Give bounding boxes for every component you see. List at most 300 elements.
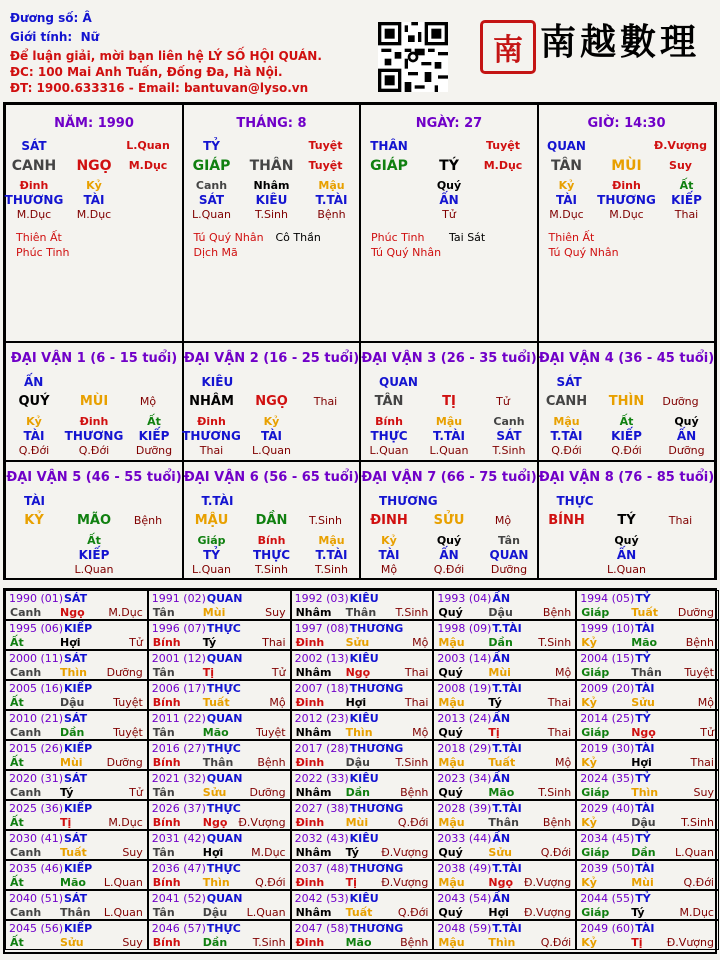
dai-van-cell	[360, 461, 538, 580]
year-can: Bính	[152, 876, 181, 889]
year-cell	[433, 890, 576, 920]
dai-van-ts: Dưỡng	[662, 395, 699, 408]
dai-van-ts: Thai	[313, 395, 338, 408]
year-label: 2036 (47)	[151, 862, 206, 875]
year-truong-sinh: Suy	[122, 846, 143, 859]
pillar-chi: MÙI	[611, 158, 642, 174]
year-truong-sinh: Bệnh	[400, 936, 429, 949]
year-star: SÁT	[64, 652, 88, 665]
year-star: TỶ	[635, 652, 651, 665]
year-chi: Tuất	[202, 696, 230, 709]
year-star: QUAN	[206, 652, 243, 665]
year-truong-sinh: Bệnh	[257, 756, 286, 769]
year-can: Bính	[152, 696, 181, 709]
hidden-star: TỶ	[203, 548, 220, 562]
pillar-star-right: L.Quan	[126, 139, 170, 152]
hidden-can: Kỷ	[381, 534, 397, 547]
year-can: Kỷ	[581, 876, 597, 889]
gender-line: Giới tính: Nữ	[10, 30, 100, 44]
year-chi: Tị	[60, 816, 72, 829]
dai-van-star: KIÊU	[201, 375, 234, 389]
year-truong-sinh: L.Quan	[246, 906, 286, 919]
year-label: 1996 (07)	[151, 622, 206, 635]
year-star: QUAN	[206, 712, 243, 725]
than-sat-item: Tú Quý Nhân	[193, 231, 264, 244]
dai-van-chi: MÙI	[79, 394, 109, 409]
year-cell	[291, 800, 434, 830]
year-truong-sinh: Đ.Vượng	[666, 936, 714, 949]
hidden-ts: Dưỡng	[668, 444, 705, 457]
hidden-ts: M.Dục	[76, 208, 112, 221]
year-label: 2025 (36)	[9, 802, 64, 815]
year-label: 1995 (06)	[9, 622, 64, 635]
year-chi: Hợi	[202, 846, 224, 859]
hidden-star: THƯƠNG	[4, 193, 64, 207]
year-truong-sinh: T.Sinh	[252, 936, 286, 949]
hidden-star: THƯƠNG	[64, 429, 124, 443]
year-can: Đinh	[295, 936, 325, 949]
hidden-can: Đinh	[79, 415, 109, 428]
year-can: Canh	[10, 846, 42, 859]
hidden-can: Canh	[493, 415, 525, 428]
year-star: KIẾP	[64, 742, 93, 755]
hidden-ts: Q.Đới	[78, 444, 110, 457]
dai-van-can: NHÂM	[189, 394, 234, 409]
year-cell	[576, 710, 719, 740]
pillar-star: TỶ	[203, 139, 220, 153]
year-can: Tân	[152, 846, 175, 859]
hidden-star: TÀI	[23, 429, 45, 443]
dai-van-chi: MÃO	[76, 513, 112, 528]
year-cell	[291, 620, 434, 650]
year-truong-sinh: Tuyệt	[113, 696, 143, 709]
year-chi: Mão	[631, 636, 658, 649]
year-truong-sinh: Dưỡng	[106, 756, 143, 769]
year-label: 2015 (26)	[9, 742, 64, 755]
year-truong-sinh: L.Quan	[103, 876, 143, 889]
dai-van-cell	[183, 342, 361, 461]
year-star: T.TÀI	[492, 742, 522, 755]
year-star: THƯƠNG	[349, 802, 404, 815]
year-chi: Tý	[202, 636, 217, 649]
year-can: Bính	[152, 816, 181, 829]
hidden-ts: Q.Đới	[551, 444, 582, 457]
year-label: 1994 (05)	[580, 592, 635, 605]
dai-van-ts: T.Sinh	[309, 514, 342, 527]
year-cell	[5, 800, 148, 830]
year-star: ẤN	[492, 892, 511, 905]
year-can: Bính	[152, 756, 181, 769]
hidden-can: Mậu	[435, 415, 463, 428]
hidden-ts: L.Quan	[369, 444, 409, 457]
year-can: Ất	[10, 696, 24, 709]
year-star: QUAN	[206, 772, 243, 785]
than-sat-item: Thiên Ất	[548, 231, 595, 244]
year-chi: Sửu	[631, 696, 655, 709]
year-star: THƯƠNG	[349, 622, 404, 635]
annual-table	[3, 588, 717, 954]
year-cell	[433, 650, 576, 680]
year-can: Quý	[438, 846, 463, 859]
year-star: SÁT	[64, 832, 88, 845]
year-cell	[576, 860, 719, 890]
year-truong-sinh: T.Sinh	[538, 636, 572, 649]
year-star: THƯƠNG	[349, 862, 404, 875]
year-cell	[433, 710, 576, 740]
year-chi: Tuất	[631, 606, 658, 619]
year-label: 2028 (39)	[437, 802, 492, 815]
year-cell	[5, 650, 148, 680]
hidden-ts: Tử	[442, 208, 456, 221]
year-cell	[148, 800, 291, 830]
year-can: Canh	[10, 666, 42, 679]
year-chi: Tị	[202, 666, 215, 679]
hidden-can: Kỷ	[558, 179, 575, 192]
year-label: 2007 (18)	[294, 682, 349, 695]
year-label: 2038 (49)	[437, 862, 492, 875]
year-label: 2017 (28)	[294, 742, 349, 755]
year-chi: Dần	[345, 786, 370, 799]
year-truong-sinh: Mộ	[412, 636, 429, 649]
year-star: ẤN	[492, 712, 511, 725]
hidden-ts: L.Quan	[74, 563, 114, 576]
year-label: 2016 (27)	[151, 742, 206, 755]
chart-grid	[3, 102, 717, 580]
year-can: Ất	[10, 816, 24, 829]
hidden-ts: Bệnh	[317, 208, 346, 221]
hidden-can: Bính	[257, 534, 286, 547]
year-truong-sinh: Q.Đới	[540, 846, 572, 859]
year-cell	[291, 770, 434, 800]
year-chi: Thìn	[60, 666, 87, 679]
year-cell	[433, 800, 576, 830]
dai-van-star: THỰC	[556, 494, 594, 508]
dai-van-star: ẤN	[24, 375, 44, 389]
hidden-ts: M.Dục	[16, 208, 52, 221]
year-star: T.TÀI	[492, 922, 522, 935]
year-cell	[5, 710, 148, 740]
year-can: Nhâm	[295, 726, 332, 739]
year-star: KIÊU	[349, 652, 379, 665]
year-can: Kỷ	[581, 816, 597, 829]
dai-van-can: QUÝ	[18, 394, 50, 409]
year-chi: Thân	[202, 756, 234, 769]
year-can: Bính	[152, 636, 181, 649]
year-chi: Dậu	[202, 906, 228, 919]
year-truong-sinh: Bệnh	[542, 606, 572, 619]
year-can: Bính	[152, 936, 181, 949]
year-truong-sinh: T.Sinh	[395, 756, 429, 769]
year-star: TỶ	[635, 592, 651, 605]
hidden-ts: Q.Đới	[611, 444, 642, 457]
year-can: Giáp	[581, 786, 610, 799]
hidden-star: ẤN	[439, 548, 459, 562]
year-can: Tân	[152, 906, 175, 919]
year-truong-sinh: Đ.Vượng	[523, 906, 572, 919]
year-chi: Mùi	[60, 756, 83, 769]
dai-van-title: ĐẠI VẬN 5 (46 - 55 tuổi)	[6, 470, 182, 485]
year-star: QUAN	[206, 832, 243, 845]
year-cell	[5, 830, 148, 860]
year-star: ẤN	[492, 772, 511, 785]
year-cell	[5, 860, 148, 890]
dai-van-chi: NGỌ	[255, 394, 288, 409]
dai-van-chi: TỊ	[442, 394, 456, 409]
year-star: TÀI	[635, 742, 655, 755]
year-chi: Dần	[488, 636, 513, 649]
year-cell	[576, 920, 719, 950]
year-star: ẤN	[492, 832, 511, 845]
year-star: KIẾP	[64, 622, 93, 635]
hidden-can: Quý	[436, 179, 462, 192]
hidden-can: Bính	[375, 415, 403, 428]
year-label: 2031 (42)	[151, 832, 206, 845]
hidden-can: Mậu	[318, 179, 345, 192]
year-can: Đinh	[295, 636, 325, 649]
year-label: 2030 (41)	[9, 832, 64, 845]
hidden-can: Quý	[674, 415, 699, 428]
hidden-star: SÁT	[198, 193, 225, 207]
hidden-star: TÀI	[83, 193, 105, 207]
year-cell	[5, 680, 148, 710]
year-truong-sinh: Đ.Vượng	[523, 876, 572, 889]
hidden-star: TÀI	[260, 429, 283, 443]
year-star: THỰC	[206, 862, 241, 875]
pillar-chi: TÝ	[439, 158, 459, 174]
year-chi: Dậu	[60, 696, 85, 709]
year-star: T.TÀI	[492, 682, 522, 695]
year-cell	[433, 740, 576, 770]
year-cell	[148, 920, 291, 950]
year-label: 2019 (30)	[580, 742, 635, 755]
year-truong-sinh: Q.Đới	[540, 936, 572, 949]
pillar-cell	[538, 104, 716, 342]
hidden-can: Đinh	[612, 179, 641, 192]
year-can: Kỷ	[581, 696, 597, 709]
dai-van-can: BÍNH	[548, 513, 585, 528]
year-truong-sinh: Mộ	[269, 696, 286, 709]
year-cell	[576, 740, 719, 770]
hidden-star: THƯƠNG	[182, 429, 241, 443]
hidden-can: Ất	[619, 415, 634, 428]
year-star: TÀI	[635, 682, 655, 695]
pillar-title: NGÀY: 27	[415, 116, 483, 131]
year-label: 2037 (48)	[294, 862, 349, 875]
year-label: 1993 (04)	[437, 592, 492, 605]
year-cell	[433, 860, 576, 890]
year-truong-sinh: Thai	[262, 636, 286, 649]
year-cell	[5, 770, 148, 800]
year-cell	[5, 920, 148, 950]
pillar-chi-right: M.Dục	[483, 159, 523, 172]
year-truong-sinh: Thai	[690, 756, 714, 769]
year-label: 2033 (44)	[437, 832, 492, 845]
dai-van-chi: SỬU	[433, 513, 465, 528]
year-can: Tân	[152, 666, 175, 679]
year-can: Kỷ	[581, 936, 597, 949]
year-truong-sinh: Q.Đới	[397, 816, 429, 829]
hidden-ts: M.Dục	[609, 208, 644, 221]
year-label: 1992 (03)	[294, 592, 349, 605]
year-can: Mậu	[438, 936, 465, 949]
hidden-star: KIẾP	[78, 548, 110, 562]
pillar-star-right: Tuyệt	[485, 139, 521, 152]
year-truong-sinh: Tử	[700, 726, 714, 739]
year-cell	[291, 590, 434, 620]
year-truong-sinh: T.Sinh	[538, 786, 572, 799]
year-label: 2022 (33)	[294, 772, 349, 785]
hidden-star: KIẾP	[138, 429, 170, 443]
year-label: 2011 (22)	[151, 712, 206, 725]
year-label: 2021 (32)	[151, 772, 206, 785]
year-label: 2004 (15)	[580, 652, 635, 665]
hidden-star: THỰC	[252, 548, 291, 562]
year-truong-sinh: M.Dục	[108, 816, 143, 829]
dai-van-title: ĐẠI VẬN 8 (76 - 85 tuổi)	[538, 470, 715, 485]
year-cell	[148, 680, 291, 710]
hidden-star: TÀI	[555, 193, 578, 207]
year-chi: Ngọ	[345, 666, 371, 679]
year-can: Quý	[438, 606, 463, 619]
year-label: 1997 (08)	[294, 622, 349, 635]
hidden-can: Kỷ	[263, 415, 280, 428]
year-can: Ất	[10, 936, 24, 949]
dai-van-chi: THÌN	[608, 394, 645, 409]
pillar-cell	[183, 104, 361, 342]
year-chi: Thân	[631, 666, 662, 679]
hidden-star: KIẾP	[671, 193, 702, 207]
pillar-star: THÂN	[370, 139, 408, 153]
year-truong-sinh: Bệnh	[542, 816, 572, 829]
year-truong-sinh: Q.Đới	[683, 876, 714, 889]
hidden-can: Mậu	[318, 534, 345, 547]
year-star: THỰC	[206, 622, 241, 635]
year-truong-sinh: Đ.Vượng	[381, 876, 429, 889]
pillar-chi-right: M.Dục	[128, 159, 168, 172]
year-chi: Hợi	[631, 756, 652, 769]
year-star: THỰC	[206, 802, 241, 815]
than-sat-item: Tú Quý Nhân	[548, 246, 619, 259]
year-label: 1999 (10)	[580, 622, 635, 635]
dai-van-title: ĐẠI VẬN 3 (26 - 35 tuổi)	[361, 351, 537, 366]
year-cell	[148, 770, 291, 800]
hidden-can: Đinh	[19, 179, 49, 192]
year-label: 2020 (31)	[9, 772, 64, 785]
year-chi: Hợi	[60, 636, 81, 649]
hidden-can: Kỷ	[26, 415, 42, 428]
hidden-ts: M.Dục	[549, 208, 584, 221]
dai-van-ts: Mộ	[139, 395, 157, 408]
pillar-chi-right: Tuyệt	[308, 159, 343, 172]
header-info	[10, 10, 322, 96]
year-can: Ất	[10, 876, 24, 889]
hidden-star: T.TÀI	[550, 429, 583, 443]
pillar-star: QUAN	[547, 139, 586, 153]
dai-van-title: ĐẠI VẬN 2 (16 - 25 tuổi)	[183, 351, 360, 366]
year-cell	[576, 680, 719, 710]
year-can: Giáp	[581, 726, 610, 739]
than-sat-item: Thiên Ất	[16, 231, 62, 244]
year-star: ẤN	[492, 592, 511, 605]
hidden-can: Quý	[436, 534, 462, 547]
year-truong-sinh: Mộ	[554, 666, 572, 679]
year-cell	[148, 650, 291, 680]
year-star: THƯƠNG	[349, 742, 404, 755]
year-can: Quý	[438, 786, 463, 799]
year-star: SÁT	[64, 712, 88, 725]
year-label: 2048 (59)	[437, 922, 492, 935]
year-cell	[433, 620, 576, 650]
year-can: Mậu	[438, 816, 465, 829]
pillar-cell	[5, 104, 183, 342]
year-can: Tân	[152, 786, 175, 799]
dai-van-ts: Tử	[496, 395, 510, 408]
hidden-star: T.TÀI	[315, 193, 348, 207]
year-star: THƯƠNG	[349, 922, 404, 935]
hidden-can: Tân	[498, 534, 520, 547]
year-can: Đinh	[295, 816, 325, 829]
year-truong-sinh: Mộ	[554, 756, 572, 769]
year-star: KIÊU	[349, 712, 379, 725]
year-truong-sinh: Q.Đới	[255, 876, 286, 889]
year-chi: Ngọ	[202, 816, 228, 829]
dai-van-star: QUAN	[379, 375, 418, 389]
year-chi: Ngọ	[631, 726, 656, 739]
than-sat-right: Cô Thần	[275, 231, 321, 244]
year-chi: Tý	[631, 906, 645, 919]
year-truong-sinh: Thai	[404, 666, 429, 679]
contact-line-2: ĐC: 100 Mai Anh Tuấn, Đống Đa, Hà Nội.	[10, 65, 283, 79]
dai-van-cell	[538, 461, 716, 580]
year-star: SÁT	[64, 772, 88, 785]
hidden-star: THƯƠNG	[597, 193, 656, 207]
year-truong-sinh: Suy	[265, 606, 286, 619]
year-chi: Thân	[60, 906, 91, 919]
year-label: 2008 (19)	[437, 682, 492, 695]
year-cell	[148, 890, 291, 920]
year-can: Mậu	[438, 756, 465, 769]
pillar-can: CANH	[11, 158, 57, 174]
year-truong-sinh: Suy	[693, 786, 714, 799]
dai-van-star: SÁT	[556, 375, 582, 389]
pillar-chi: THÂN	[249, 158, 294, 174]
year-cell	[576, 620, 719, 650]
year-can: Nhâm	[295, 786, 332, 799]
year-cell	[291, 860, 434, 890]
year-cell	[291, 680, 434, 710]
year-star: KIẾP	[64, 682, 93, 695]
year-cell	[433, 590, 576, 620]
year-truong-sinh: Q.Đới	[397, 906, 429, 919]
year-star: KIÊU	[349, 892, 379, 905]
hidden-can: Kỷ	[86, 179, 102, 192]
year-can: Canh	[10, 786, 42, 799]
hidden-ts: T.Sinh	[315, 563, 348, 576]
year-label: 2044 (55)	[580, 892, 635, 905]
year-star: KIÊU	[349, 832, 379, 845]
year-cell	[5, 740, 148, 770]
year-star: KIẾP	[64, 802, 93, 815]
year-truong-sinh: Bệnh	[685, 636, 714, 649]
than-sat-right: Tai Sát	[449, 231, 486, 244]
year-cell	[148, 590, 291, 620]
year-chi: Tý	[488, 696, 502, 709]
dai-van-can: CANH	[545, 394, 588, 409]
year-star: THỰC	[206, 742, 241, 755]
dai-van-cell	[360, 342, 538, 461]
year-chi: Thân	[488, 816, 519, 829]
year-can: Ất	[10, 756, 24, 769]
